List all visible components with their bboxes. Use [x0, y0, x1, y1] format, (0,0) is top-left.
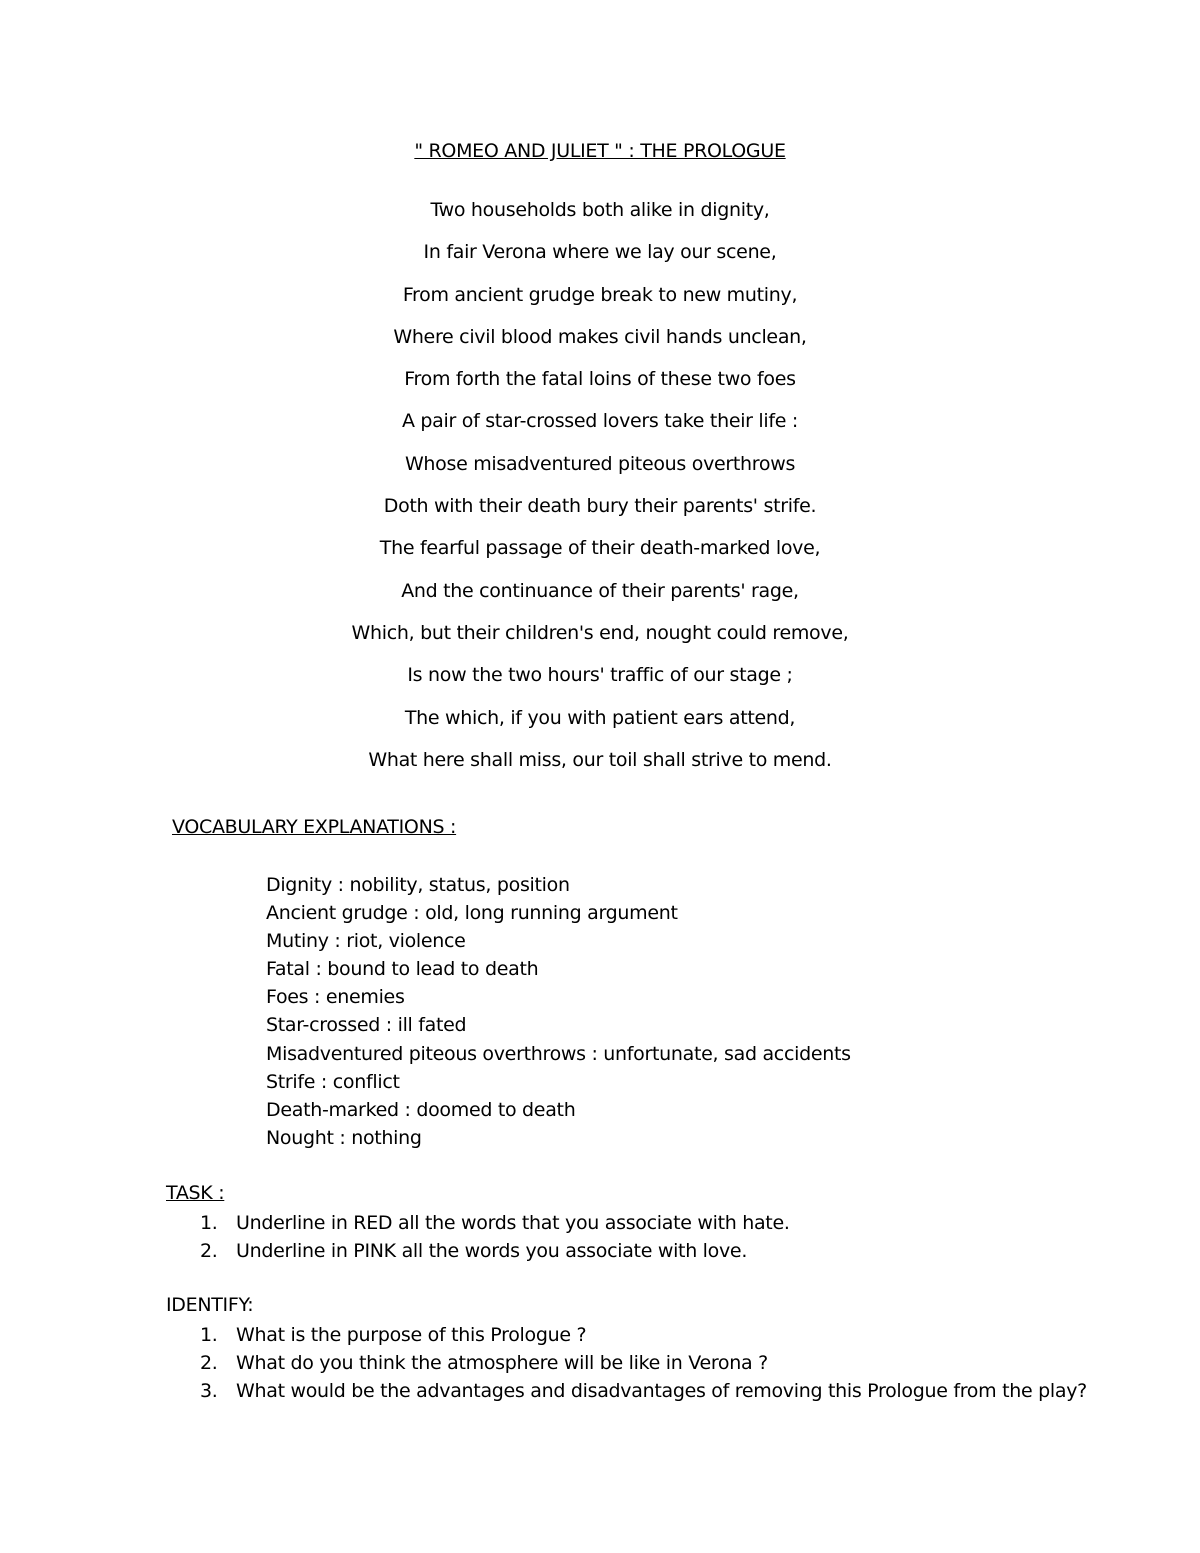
poem-line: Doth with their death bury their parents' strife.: [383, 495, 817, 518]
vocabulary-list: [266, 871, 851, 1152]
poem-line: The which, if you with patient ears attend,: [404, 706, 796, 729]
task-item: [200, 1237, 790, 1265]
poem-line: In fair Verona where we lay our scene,: [423, 241, 777, 264]
poem-line: Whose misadventured piteous overthrows: [404, 452, 796, 475]
vocabulary-item: Fatal : bound to lead to death: [266, 958, 539, 981]
item-text: Underline in RED all the words that you associate with hate.: [236, 1212, 790, 1234]
vocabulary-item: Star-crossed : ill fated: [266, 1014, 467, 1037]
vocabulary-item: Death-marked : doomed to death: [266, 1098, 576, 1121]
item-number: 2.: [200, 1352, 218, 1375]
question-item: [200, 1349, 1087, 1377]
poem-line: Which, but their children's end, nought could remove,: [351, 621, 849, 644]
item-text: What is the purpose of this Prologue ?: [236, 1324, 587, 1346]
identify-heading: IDENTIFY:: [166, 1294, 254, 1316]
task-heading: TASK :: [166, 1182, 225, 1204]
vocabulary-item: Misadventured piteous overthrows : unfortunate, sad accidents: [266, 1042, 851, 1065]
prologue-poem: [0, 196, 1200, 788]
item-number: 1.: [200, 1212, 218, 1234]
item-number: 2.: [200, 1240, 218, 1263]
item-text: What do you think the atmosphere will be like in Verona ?: [236, 1352, 768, 1375]
vocabulary-item: Mutiny : riot, violence: [266, 930, 466, 953]
poem-line: What here shall miss, our toil shall strive to mend.: [368, 748, 832, 771]
vocabulary-item: Dignity : nobility, status, position: [266, 874, 570, 896]
task-list: [200, 1209, 790, 1265]
vocabulary-item: Ancient grudge : old, long running argument: [266, 902, 678, 925]
question-item: [200, 1377, 1087, 1405]
poem-line: A pair of star-crossed lovers take their life :: [401, 410, 799, 433]
vocabulary-heading: VOCABULARY EXPLANATIONS :: [172, 816, 457, 838]
poem-line: And the continuance of their parents' rage,: [401, 579, 799, 602]
vocabulary-item: Strife : conflict: [266, 1070, 400, 1093]
question-item: [200, 1321, 1087, 1349]
vocabulary-item: Nought : nothing: [266, 1126, 422, 1149]
poem-line: Two households both alike in dignity,: [430, 199, 770, 221]
item-number: 3.: [200, 1380, 218, 1403]
item-text: What would be the advantages and disadvantages of removing this Prologue from the play?: [236, 1380, 1087, 1403]
item-text: Underline in PINK all the words you associate with love.: [236, 1240, 748, 1263]
identify-list: [200, 1321, 1087, 1406]
document-title: " ROMEO AND JULIET " : THE PROLOGUE: [414, 140, 786, 162]
poem-line: From ancient grudge break to new mutiny,: [402, 283, 798, 306]
poem-line: Is now the two hours' traffic of our stage ;: [407, 664, 793, 687]
poem-line: Where civil blood makes civil hands unclean,: [393, 325, 807, 348]
poem-line: From forth the fatal loins of these two foes: [404, 368, 796, 391]
item-number: 1.: [200, 1324, 218, 1346]
task-item: [200, 1209, 790, 1237]
vocabulary-item: Foes : enemies: [266, 986, 405, 1009]
poem-line: The fearful passage of their death-marked love,: [379, 537, 821, 560]
